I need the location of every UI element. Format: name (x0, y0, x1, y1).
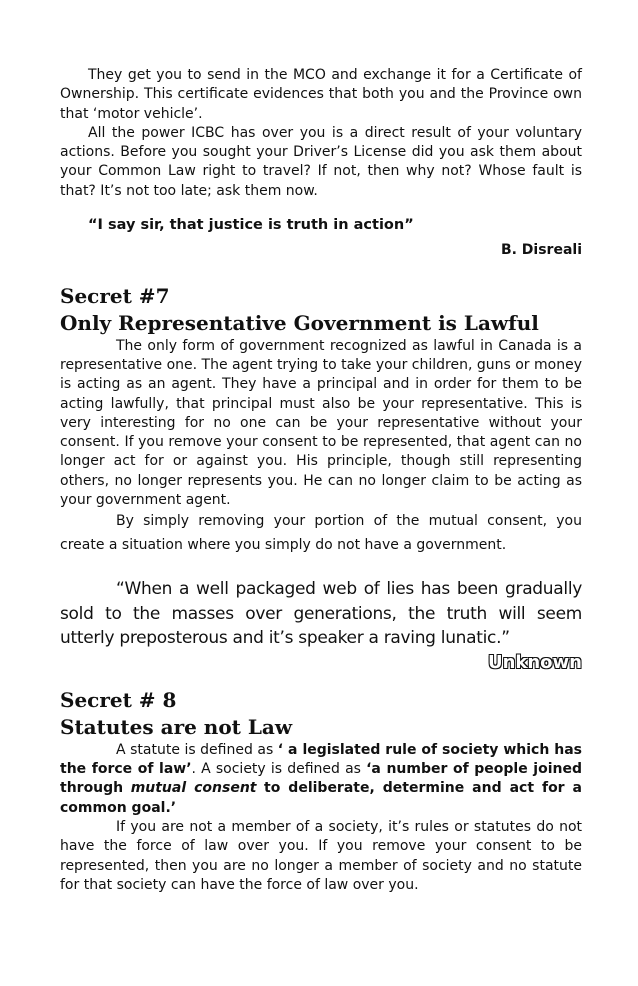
paragraph-certificate: They get you to send in the MCO and exchange it for a Certificate of Ownership. This certificate evidences that both you and the Province own that ‘motor vehicle’. (60, 67, 582, 122)
secret-7-paragraph-1: The only form of government recognized as lawful in Canada is a representative one. The agent trying to take your children, guns or money is acting as an agent. They have a principal and in order for them to be acting lawfully, that principal must also be your representative. This is very interesting for no one can be your representative without your consent. If you remove your consent to be represented, that agent can no longer act for or against you. His principle, though still representing others, no longer represents you. He can no longer claim to be acting as your government agent. (60, 337, 582, 509)
quote-justice: “I say sir, that justice is truth in action” (88, 217, 414, 234)
society-definition-start: ‘a number of people joined through (60, 761, 583, 797)
quote-attribution-disreali: B. Disreali (500, 242, 582, 259)
statute-definition: ‘ a legislated rule of society which has the force of law’ (60, 741, 583, 778)
secret-7-title: Only Representative Government is Lawful (60, 310, 539, 335)
mutual-consent-emphasis: mutual consent (130, 780, 257, 797)
society-definition-lead: . A society is defined as (191, 761, 361, 778)
paragraph-icbc-power: All the power ICBC has over you is a direct result of your voluntary actions. Before you sought your Driver’s License did you ask them about your Common Law right to travel? If not, then why not? Whose fault is that? It’s not too late; ask them now. (60, 124, 582, 199)
quote-attribution-unknown: Unknown (487, 651, 582, 673)
society-definition-end: to deliberate, determine and act for a common goal.’ (60, 780, 582, 816)
secret-8-paragraph-1 (60, 741, 582, 818)
statute-definition-lead: A statute is defined as (116, 741, 274, 758)
secret-7-paragraph-2: By simply removing your portion of the mutual consent, you create a situation where you simply do not have a government. (60, 513, 582, 553)
quote-web-of-lies: “When a well packaged web of lies has been gradually sold to the masses over generations, the truth will seem utterly preposterous and it’s speaker a raving lunatic.” (60, 579, 582, 649)
secret-8-paragraph-2: If you are not a member of a society, it’s rules or statutes do not have the force of law over you. If you remove your consent to be represented, then you are no longer a member of society and no statute for that society can have the force of law over you. (60, 819, 582, 893)
secret-8-heading: Secret # 8 (60, 687, 177, 712)
secret-8-title: Statutes are not Law (60, 714, 293, 739)
secret-7-heading: Secret #7 (60, 283, 170, 308)
document-page (60, 66, 582, 895)
